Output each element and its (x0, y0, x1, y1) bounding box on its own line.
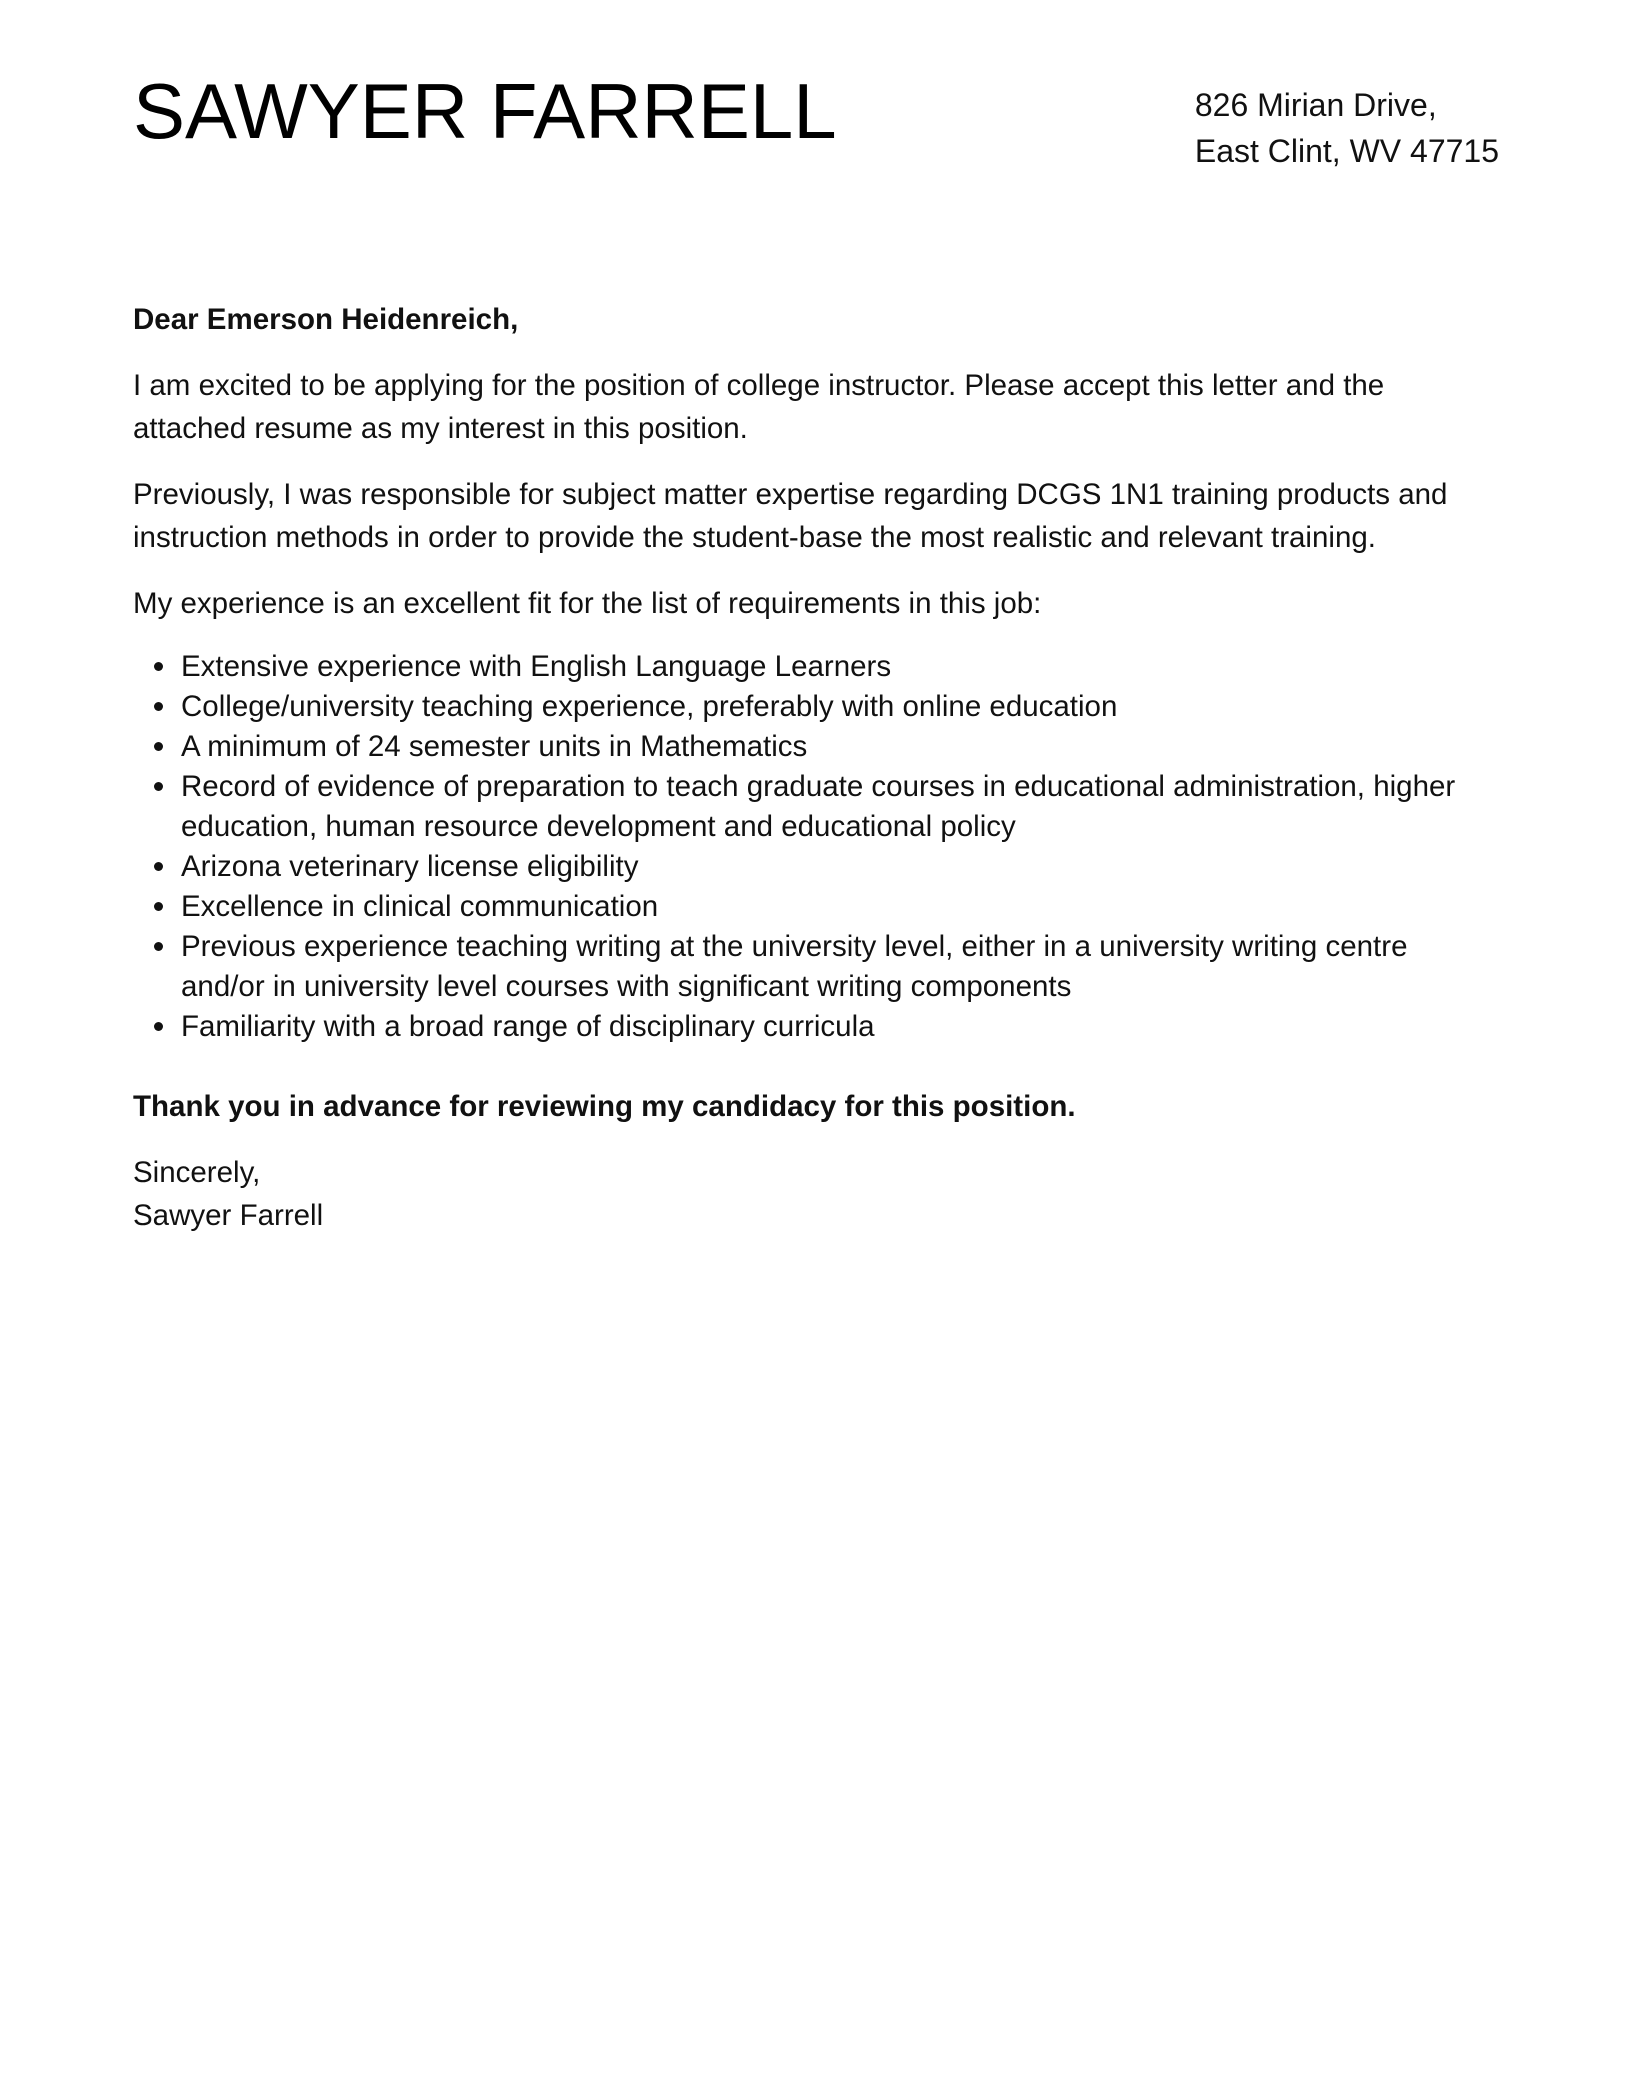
requirement-text: Record of evidence of preparation to teach graduate courses in educational administration, higher education, human resource development and educational policy (181, 770, 1456, 843)
list-item (181, 767, 1499, 847)
bullet-icon (154, 942, 163, 951)
requirements-list (133, 647, 1499, 1047)
requirement-text: Extensive experience with English Language Learners (181, 650, 892, 683)
list-item (181, 887, 1499, 927)
salutation: Dear Emerson Heidenreich, (133, 303, 519, 336)
closing-statement: Thank you in advance for reviewing my candidacy for this position. (133, 1090, 1076, 1123)
list-item (181, 647, 1499, 687)
bullet-icon (154, 1022, 163, 1031)
bullet-icon (154, 902, 163, 911)
bullet-icon (154, 702, 163, 711)
requirement-text: Arizona veterinary license eligibility (181, 850, 639, 883)
requirement-text: A minimum of 24 semester units in Mathematics (181, 730, 808, 763)
requirement-text: College/university teaching experience, preferably with online education (181, 690, 1118, 723)
requirement-text: Previous experience teaching writing at the university level, either in a university writing centre and/or in university level courses with significant writing components (181, 930, 1408, 1003)
requirement-text: Excellence in clinical communication (181, 890, 659, 923)
applicant-address (1195, 82, 1499, 174)
list-item (181, 927, 1499, 1007)
list-item (181, 847, 1499, 887)
bullet-icon (154, 782, 163, 791)
letter-body (133, 298, 1499, 1238)
bullet-icon (154, 742, 163, 751)
bullet-icon (154, 662, 163, 671)
letter-header (133, 0, 1499, 250)
intro-paragraph: I am excited to be applying for the position of college instructor. Please accept this letter and the attached resume as my interest in this position. (133, 368, 1385, 445)
requirements-intro: My experience is an excellent fit for the list of requirements in this job: (133, 586, 1042, 620)
cover-letter-page (133, 0, 1499, 2098)
signoff: Sincerely, (133, 1155, 261, 1189)
list-item (181, 727, 1499, 767)
applicant-name: SAWYER FARRELL (133, 67, 837, 155)
experience-paragraph: Previously, I was responsible for subject matter expertise regarding DCGS 1N1 training products and instruction methods in order to provide the student-base the most realistic and relevant training. (133, 477, 1448, 554)
signature-name: Sawyer Farrell (133, 1199, 324, 1232)
bullet-icon (154, 862, 163, 871)
list-item (181, 687, 1499, 727)
address-line-2: East Clint, WV 47715 (1194, 133, 1499, 169)
requirement-text: Familiarity with a broad range of disciplinary curricula (181, 1010, 875, 1043)
address-line-1: 826 Mirian Drive, (1194, 87, 1437, 123)
list-item (181, 1007, 1499, 1047)
